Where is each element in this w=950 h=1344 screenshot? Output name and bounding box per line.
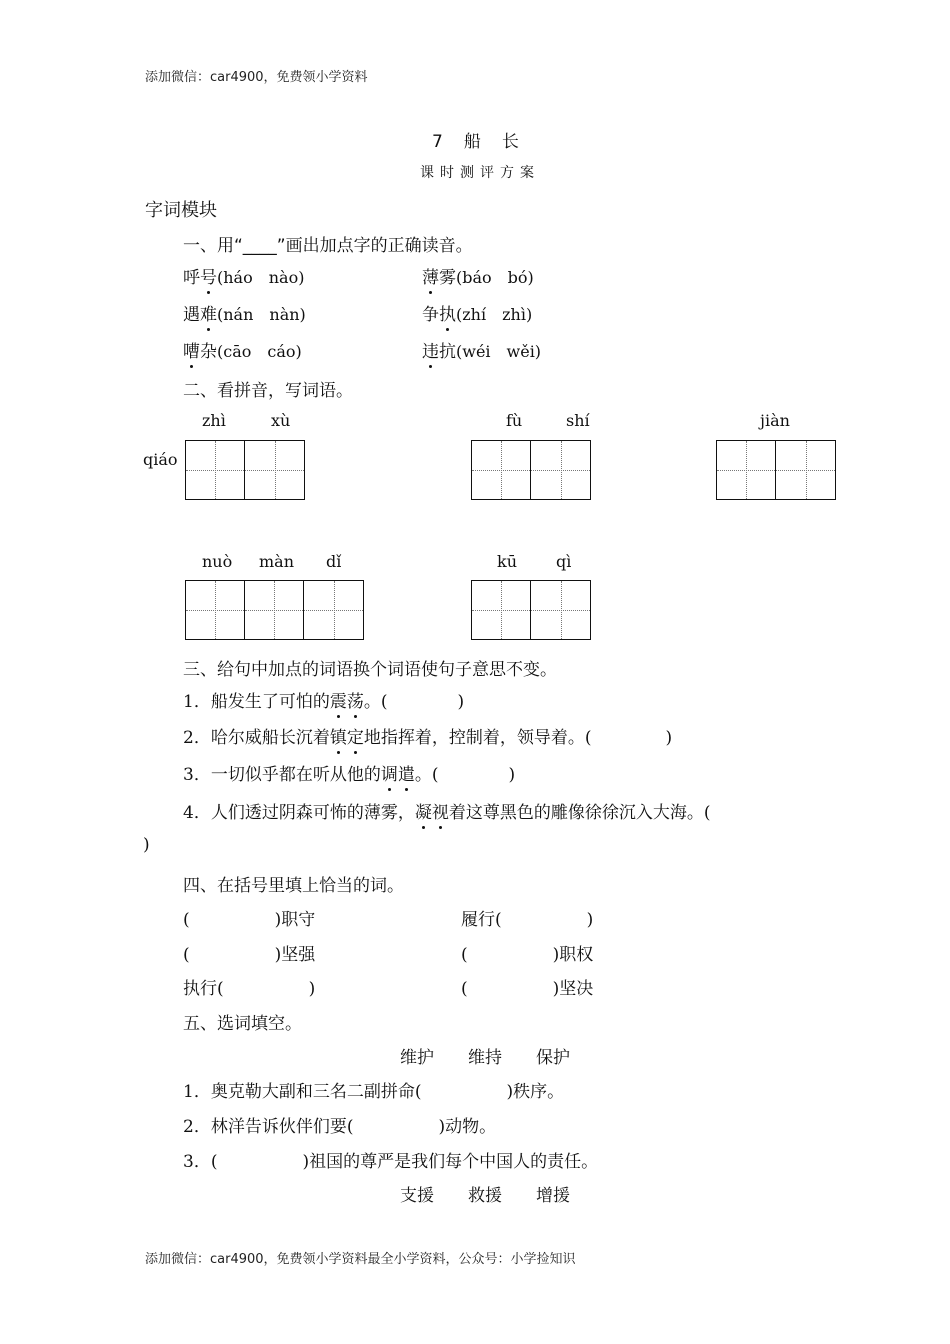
question-text: ) bbox=[457, 692, 465, 712]
grid-cell[interactable] bbox=[531, 581, 590, 639]
item-text: 呼 bbox=[183, 268, 200, 288]
dotted-char: 遣 bbox=[398, 760, 415, 785]
pinyin-label: zhì bbox=[202, 411, 226, 430]
question-text: 1．船发生了可怕的 bbox=[183, 692, 330, 712]
s1-item bbox=[422, 263, 534, 288]
pinyin-options: (wéi wěi) bbox=[456, 342, 542, 361]
s1-item bbox=[183, 300, 306, 325]
s4-blank-phrase[interactable]: ( )坚决 bbox=[461, 979, 594, 999]
question-text: 3．一切似乎都在听从他的 bbox=[183, 765, 381, 785]
grid-cell[interactable] bbox=[186, 441, 245, 499]
s5-question-3[interactable]: 3．( )祖国的尊严是我们每个中国人的责任。 bbox=[183, 1152, 599, 1172]
pinyin-label: màn bbox=[259, 552, 295, 571]
question-text: 2．哈尔威船长沉着 bbox=[183, 728, 330, 748]
s4-blank-phrase[interactable]: ( )职守 bbox=[183, 910, 316, 930]
dotted-char: 号 bbox=[200, 263, 217, 288]
grid-cell[interactable] bbox=[245, 441, 304, 499]
word-bank-1: 维护 维持 保护 bbox=[400, 1048, 570, 1068]
question-text: ) bbox=[665, 728, 673, 748]
question-text: 4．人们透过阴森可怖的薄雾， bbox=[183, 803, 415, 823]
page-title: 7 船 长 bbox=[432, 132, 521, 152]
item-text: 雾 bbox=[439, 268, 456, 288]
dotted-char: 违 bbox=[422, 337, 439, 362]
grid-cell[interactable] bbox=[472, 441, 531, 499]
s1-item bbox=[422, 300, 532, 325]
pinyin-label: qì bbox=[556, 552, 572, 571]
section-3-heading: 三、给句中加点的词语换个词语使句子意思不变。 bbox=[183, 660, 557, 680]
section-4-heading: 四、在括号里填上恰当的词。 bbox=[183, 876, 404, 896]
grid-cell[interactable] bbox=[472, 581, 531, 639]
dotted-char: 荡 bbox=[347, 687, 364, 712]
question-text: 。( bbox=[414, 765, 439, 785]
grid-cell[interactable] bbox=[304, 581, 363, 639]
dotted-char: 镇 bbox=[330, 723, 347, 748]
grid-cell[interactable] bbox=[776, 441, 835, 499]
s4-blank-phrase[interactable]: ( )坚强 bbox=[183, 945, 316, 965]
s5-question-1[interactable]: 1．奥克勒大副和三名二副拼命( )秩序。 bbox=[183, 1082, 565, 1102]
question-text: 着这尊黑色的雕像徐徐沉入大海。( bbox=[448, 803, 711, 823]
question-text: 地指挥着，控制着，领导着。( bbox=[363, 728, 592, 748]
writing-grid[interactable] bbox=[471, 580, 591, 640]
s4-blank-phrase[interactable]: ( )职权 bbox=[461, 945, 594, 965]
section-2-heading: 二、看拼音，写词语。 bbox=[183, 381, 353, 401]
writing-grid[interactable] bbox=[185, 440, 305, 500]
pinyin-label: fù bbox=[506, 411, 523, 430]
pinyin-label: jiàn bbox=[760, 411, 790, 430]
pinyin-label: xù bbox=[271, 411, 291, 430]
s3-question-4-close: ) bbox=[143, 835, 150, 855]
item-text: 抗 bbox=[439, 342, 456, 362]
grid-cell[interactable] bbox=[717, 441, 776, 499]
s4-blank-phrase[interactable]: 执行( ) bbox=[183, 979, 316, 999]
pinyin-label: dǐ bbox=[326, 552, 342, 571]
word-bank-2: 支援 救援 增援 bbox=[400, 1186, 570, 1206]
dotted-char: 震 bbox=[330, 687, 347, 712]
s1-item bbox=[422, 337, 541, 362]
item-text: 争 bbox=[422, 305, 439, 325]
s4-blank-phrase[interactable]: 履行( ) bbox=[461, 910, 594, 930]
pinyin-label: qiáo bbox=[143, 450, 178, 469]
pinyin-options: (cāo cáo) bbox=[217, 342, 302, 361]
question-text: 。( bbox=[363, 692, 388, 712]
s3-question-1 bbox=[183, 687, 464, 712]
pinyin-label: nuò bbox=[202, 552, 233, 571]
dotted-char: 定 bbox=[347, 723, 364, 748]
section-1-heading: 一、用“____”画出加点字的正确读音。 bbox=[183, 236, 473, 256]
pinyin-label: shí bbox=[566, 411, 590, 430]
pinyin-options: (zhí zhì) bbox=[456, 305, 533, 324]
page-subtitle: 课时测评方案 bbox=[420, 165, 540, 181]
module-heading: 字词模块 bbox=[145, 200, 217, 221]
dotted-char: 凝 bbox=[415, 798, 432, 823]
s3-question-2 bbox=[183, 723, 672, 748]
grid-cell[interactable] bbox=[245, 581, 304, 639]
s1-item bbox=[183, 337, 302, 362]
writing-grid[interactable] bbox=[716, 440, 836, 500]
s5-question-2[interactable]: 2．林洋告诉伙伴们要( )动物。 bbox=[183, 1117, 497, 1137]
s1-item bbox=[183, 263, 304, 288]
s3-question-4 bbox=[183, 798, 710, 823]
page-header: 添加微信：car4900，免费领小学资料 bbox=[145, 70, 368, 85]
pinyin-options: (báo bó) bbox=[456, 268, 534, 287]
question-text: ) bbox=[508, 765, 516, 785]
writing-grid[interactable] bbox=[185, 580, 364, 640]
writing-grid[interactable] bbox=[471, 440, 591, 500]
pinyin-options: (nán nàn) bbox=[217, 305, 306, 324]
dotted-char: 执 bbox=[439, 300, 456, 325]
page-footer: 添加微信：car4900，免费领小学资料最全小学资料，公众号：小学捡知识 bbox=[145, 1252, 576, 1267]
dotted-char: 难 bbox=[200, 300, 217, 325]
dotted-char: 薄 bbox=[422, 263, 439, 288]
pinyin-options: (háo nào) bbox=[217, 268, 305, 287]
s3-question-3 bbox=[183, 760, 515, 785]
grid-cell[interactable] bbox=[186, 581, 245, 639]
section-5-heading: 五、选词填空。 bbox=[183, 1014, 302, 1034]
grid-cell[interactable] bbox=[531, 441, 590, 499]
item-text: 遇 bbox=[183, 305, 200, 325]
pinyin-label: kū bbox=[497, 552, 517, 571]
item-text: 杂 bbox=[200, 342, 217, 362]
dotted-char: 调 bbox=[381, 760, 398, 785]
dotted-char: 嘈 bbox=[183, 337, 200, 362]
dotted-char: 视 bbox=[432, 798, 449, 823]
